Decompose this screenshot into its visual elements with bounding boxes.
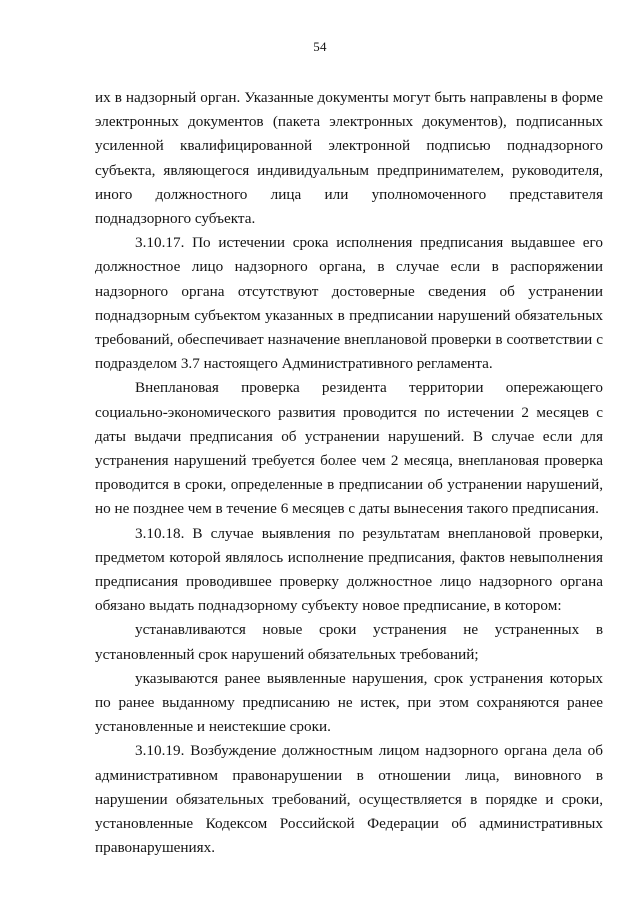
page-number: 54 xyxy=(313,39,327,54)
paragraph-previous-violations: указываются ранее выявленные нарушения, срок устранения которых по ранее выданному предписанию не истек, при этом сохраняются ранее установленные и неистекшие сроки. xyxy=(95,669,603,736)
paragraph-3-10-18: 3.10.18. В случае выявления по результатам внеплановой проверки, предметом которой являлось исполнение предписания, фактов невыполнения предписания проводившее проверку должностное лицо надзорного органа обязано выдать поднадзорному субъекту новое предписание, в котором: xyxy=(95,524,603,615)
paragraph-continuation: их в надзорный орган. Указанные документы могут быть направлены в форме электронных документов (пакета электронных документов), подписанных усиленной квалифицированной электронной подписью поднадзорного субъекта, являющегося индивидуальным предпринимателем, руководителя, иного должностного лица или уполномоченного представителя поднадзорного субъекта. xyxy=(95,89,603,228)
paragraph-new-deadlines: устанавливаются новые сроки устранения не устраненных в установленный срок нарушений обязательных требований; xyxy=(95,621,603,663)
paragraph-unscheduled-inspection: Внеплановая проверка резидента территории опережающего социально-экономического развития проводится по истечении 2 месяцев с даты выдачи предписания об устранении нарушений. В случае если для устранения нарушений требуется более чем 2 месяца, внеплановая проверка проводится в сроки, определенные в предписании об устранении нарушений, но не позднее чем в течение 6 месяцев с даты вынесения такого предписания. xyxy=(95,379,603,518)
paragraph-3-10-19: 3.10.19. Возбуждение должностным лицом надзорного органа дела об административном правонарушении в отношении лица, виновного в нарушении обязательных требований, осуществляется в порядке и сроки, установленные Кодексом Российской Федерации об административных правонарушениях. xyxy=(95,742,603,857)
document-body xyxy=(95,86,603,861)
paragraph-3-10-17: 3.10.17. По истечении срока исполнения предписания выдавшее его должностное лицо надзорного органа, в случае если в распоряжении надзорного органа отсутствуют достоверные сведения об устранении поднадзорным субъектом указанных в предписании нарушений обязательных требований, обеспечивает назначение внеплановой проверки в соответствии с подразделом 3.7 настоящего Административного регламента. xyxy=(95,234,603,373)
